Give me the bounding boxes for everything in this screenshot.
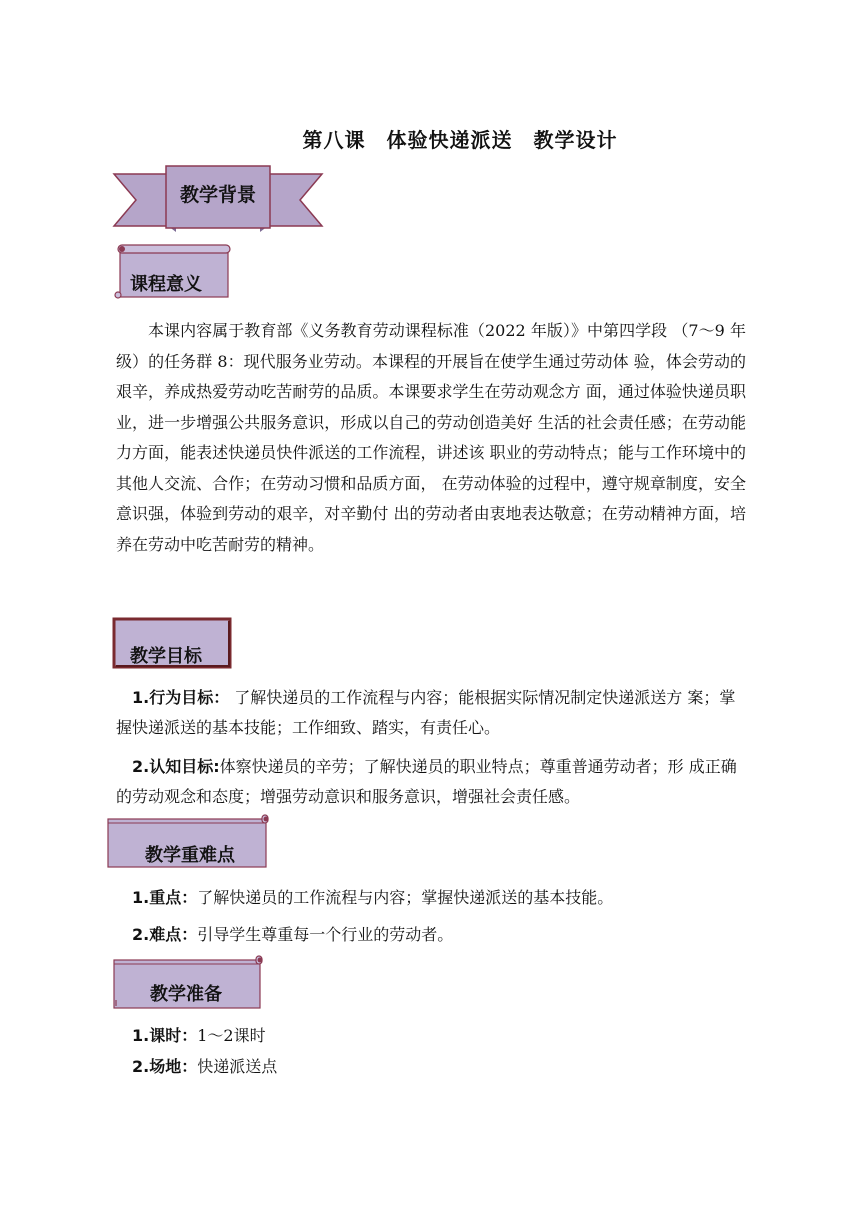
key-point-item-head: 1.重点： xyxy=(132,888,198,907)
preparation-item-text: 1～2课时 xyxy=(197,1026,266,1045)
page-title: 第八课 体验快递派送 教学设计 xyxy=(302,128,618,152)
section-title-objectives: 教学目标 xyxy=(130,646,202,667)
section-title-key-points: 教学重难点 xyxy=(145,845,235,866)
objective-item xyxy=(116,683,746,743)
objective-item-text: 了解快递员的工作流程与内容；能根据实际情况制定快递派送方 案；掌握快递派送的基本技能；工作细致、踏实，有责任心。 xyxy=(116,688,736,737)
key-point-item-text: 了解快递员的工作流程与内容；掌握快递派送的基本技能。 xyxy=(197,888,614,907)
key-point-item xyxy=(116,920,746,950)
preparation-item xyxy=(116,1021,746,1051)
objective-item-head: 1.行为目标： xyxy=(132,688,230,707)
key-point-item-head: 2.难点： xyxy=(132,925,198,944)
section-title-preparation: 教学准备 xyxy=(150,984,222,1005)
preparation-item-head: 1.课时： xyxy=(132,1026,198,1045)
key-point-item-text: 引导学生尊重每一个行业的劳动者。 xyxy=(197,925,454,944)
objective-item-text: 体察快递员的辛劳；了解快递员的职业特点；尊重普通劳动者；形 成正确的劳动观念和态度；增强劳动意识和服务意识，增强社会责任感。 xyxy=(116,757,737,806)
objective-item xyxy=(116,752,746,812)
section-title-significance: 课程意义 xyxy=(130,274,202,295)
significance-paragraph: 本课内容属于教育部《义务教育劳动课程标准（2022 年版）》中第四学段 （7～9 年级）的任务群 8：现代服务业劳动。本课程的开展旨在使学生通过劳动体 验，体会劳动的艰辛，养成热爱劳动吃苦耐劳的品质。本课要求学生在劳动观念方 面，通过体验快递员职业，进一步增强公共服务意识，形成以自己的劳动创造美好 生活的社会责任感；在劳动能力方面，能表述快递员快件派送的工作流程，讲述该 职业的劳动特点；能与工作环境中的其他人交流、合作；在劳动习惯和品质方面， 在劳动体验的过程中，遵守规章制度，安全意识强，体验到劳动的艰辛，对辛勤付 出的劳动者由衷地表达敬意；在劳动精神方面，培养在劳动中吃苦耐劳的精神。 xyxy=(116,321,746,554)
key-point-item xyxy=(116,883,746,913)
preparation-item-text: 快递派送点 xyxy=(197,1057,278,1076)
preparation-item xyxy=(116,1052,746,1082)
objective-item-head: 2.认知目标: xyxy=(132,757,220,776)
preparation-item-head: 2.场地： xyxy=(132,1057,198,1076)
section-title-background: 教学背景 xyxy=(179,184,256,206)
